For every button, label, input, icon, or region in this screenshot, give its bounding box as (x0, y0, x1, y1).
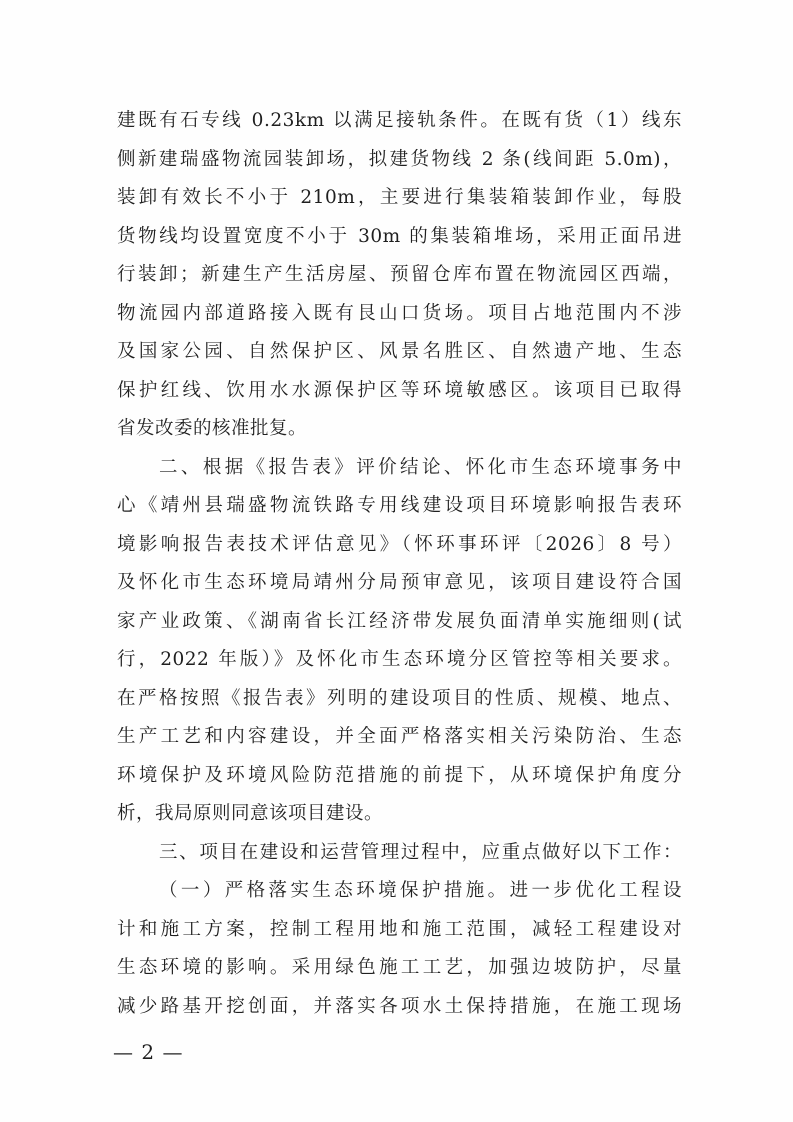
text-line: 物流园内部道路接入既有艮山口货场。项目占地范围内不涉 (117, 302, 682, 324)
text-line: 货物线均设置宽度不小于 30m 的集装箱堆场，采用正面吊进 (117, 225, 682, 247)
text-line: 减少路基开挖创面，并落实各项水土保持措施，在施工现场 (117, 995, 682, 1017)
text-line: 析，我局原则同意该项目建设。 (117, 803, 384, 824)
paragraph-key-tasks-heading (117, 834, 682, 873)
text-line: 心《靖州县瑞盛物流铁路专用线建设项目环境影响报告表环 (117, 495, 682, 516)
paragraph-ecological-protection (117, 872, 682, 1026)
text-line: 保护红线、饮用水水源保护区等环境敏感区。该项目已取得 (117, 379, 682, 401)
text-line: 三、项目在建设和运营管理过程中，应重点做好以下工作： (159, 841, 682, 863)
paragraph-approval-opinion (117, 449, 682, 834)
text-line: 境影响报告表技术评估意见》（怀环事环评〔2026〕8 号） (117, 533, 682, 555)
text-line: 侧新建瑞盛物流园装卸场，拟建货物线 2 条(线间距 5.0m)， (117, 148, 682, 170)
paragraph-project-description (117, 102, 682, 449)
text-line: 省发改委的核准批复。 (117, 418, 308, 439)
text-line: 生产工艺和内容建设，并全面严格落实相关污染防治、生态 (117, 726, 682, 747)
page-number: — 2 — (113, 1040, 184, 1064)
text-line: 生态环境的影响。采用绿色施工工艺，加强边坡防护，尽量 (117, 957, 682, 978)
text-line: 环境保护及环境风险防范措施的前提下，从环境保护角度分 (117, 764, 682, 786)
document-body (117, 102, 682, 1026)
text-line: 二、根据《报告表》评价结论、怀化市生态环境事务中 (159, 456, 682, 478)
text-line: 行，2022 年版）》及怀化市生态环境分区管控等相关要求。 (117, 649, 682, 670)
text-line: 及怀化市生态环境局靖州分局预审意见，该项目建设符合国 (117, 572, 682, 593)
text-line: （一）严格落实生态环境保护措施。进一步优化工程设 (159, 880, 682, 901)
text-line: 装卸有效长不小于 210m，主要进行集装箱装卸作业，每股 (117, 187, 682, 208)
text-line: 家产业政策、《湖南省长江经济带发展负面清单实施细则(试 (117, 610, 682, 632)
text-line: 建既有石专线 0.23km 以满足接轨条件。在既有货（1）线东 (117, 110, 682, 131)
text-line: 在严格按照《报告表》列明的建设项目的性质、规模、地点、 (117, 687, 682, 709)
text-line: 行装卸；新建生产生活房屋、预留仓库布置在物流园区西端， (117, 264, 682, 285)
text-line: 及国家公园、自然保护区、风景名胜区、自然遗产地、生态 (117, 341, 682, 362)
text-line: 计和施工方案，控制工程用地和施工范围，减轻工程建设对 (117, 918, 682, 940)
